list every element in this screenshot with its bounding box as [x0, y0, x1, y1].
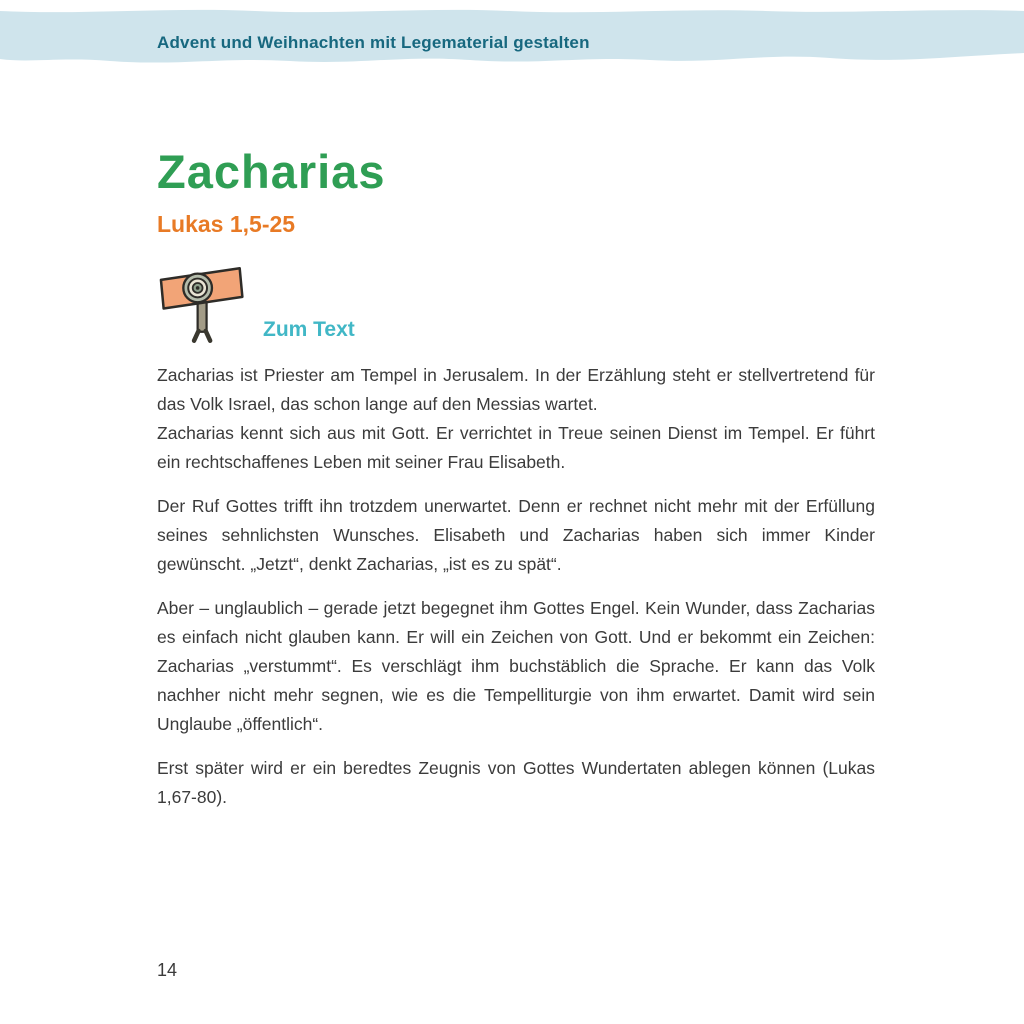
section-heading: Zum Text: [263, 317, 355, 341]
scripture-reference: Lukas 1,5-25: [157, 210, 296, 237]
paragraph: Aber – unglaublich – gerade jetzt begegnet ihm Gottes Engel. Kein Wunder, dass Zacharias es einfach nicht glauben kann. Er will ein Zeichen von Gott. Und er bekommt ein Zeichen: Zacharias „verstummt“. Es verschlägt ihm buchstäblich die Sprache. Er kann das Volk nachher nicht mehr segnen, wie es die Tempelliturgie von ihm erwartet. Damit wird sein Unglaube „öffentlich“.: [157, 597, 875, 734]
paragraph: Zacharias kennt sich aus mit Gott. Er verrichtet in Treue seinen Dienst im Tempel. Er führt ein rechtschaffenes Leben mit seiner Frau Elisabeth.: [157, 422, 875, 472]
paragraph: Erst später wird er ein beredtes Zeugnis von Gottes Wundertaten ablegen können (Lukas 1,67-80).: [157, 757, 875, 807]
body-text: [157, 361, 875, 812]
page-title: Zacharias: [157, 145, 386, 198]
section-header-row: [157, 262, 875, 347]
page-content: [0, 70, 1024, 812]
header-title: Advent und Weihnachten mit Legematerial gestalten: [157, 33, 590, 52]
signpost-icon: [157, 262, 249, 347]
paragraph: Zacharias ist Priester am Tempel in Jerusalem. In der Erzählung steht er stellvertretend für das Volk Israel, das schon lange auf den Messias wartet.: [157, 364, 875, 414]
page-number: 14: [157, 960, 178, 980]
paragraph: Der Ruf Gottes trifft ihn trotzdem unerwartet. Denn er rechnet nicht mehr mit der Erfüllung seines sehnlichsten Wunsches. Elisabeth und Zacharias haben sich immer Kinder gewünscht. „Jetzt“, denkt Zacharias, „ist es zu spät“.: [157, 495, 875, 574]
